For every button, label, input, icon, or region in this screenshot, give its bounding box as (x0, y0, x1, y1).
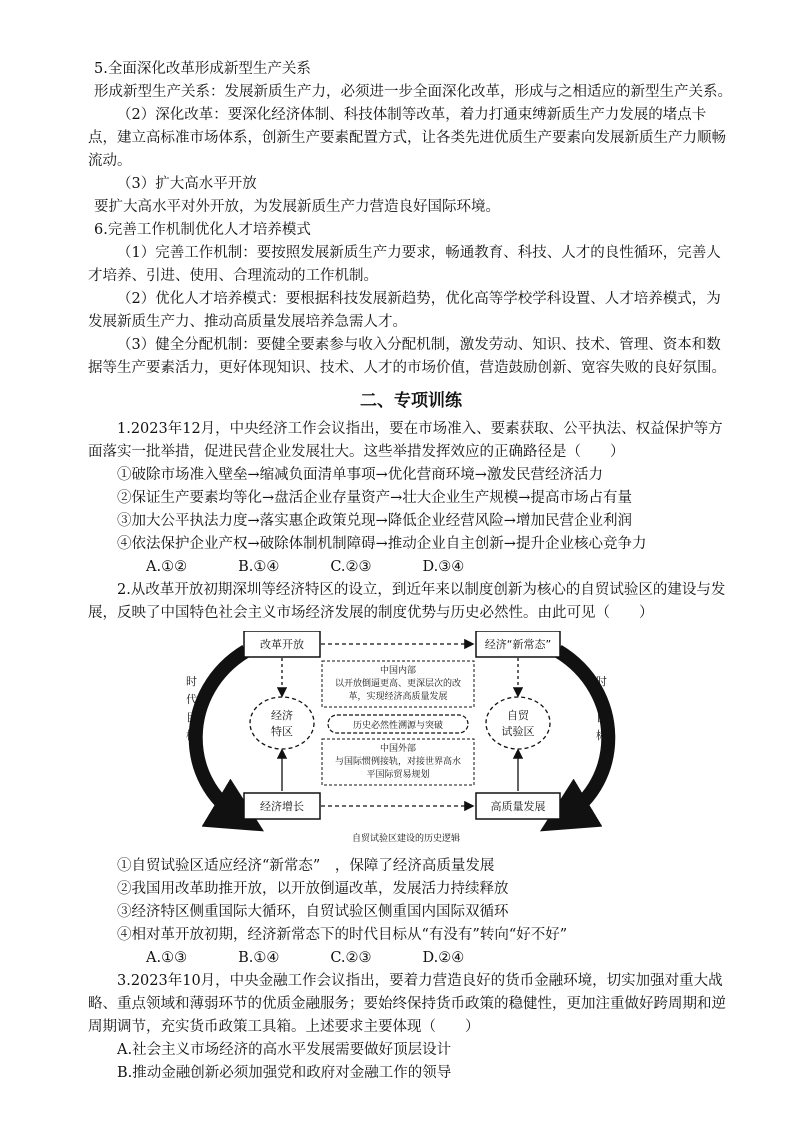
svg-text:代: 代 (186, 693, 197, 706)
section5-p3: （3）扩大高水平开放 (117, 176, 257, 192)
section6-p3: （3）健全分配机制：要健全要素参与收入分配机制，激发劳动、知识、技术、管理、资本和数据等生产要素活力，更好体现知识、技术、人才的市场价值，营造鼓励创新、宽容失败的良好氛围。 (88, 337, 726, 376)
section5-p4: 要扩大高水平对外开放，为发展新质生产力营造良好国际环境。 (94, 199, 500, 215)
svg-text:代: 代 (596, 693, 607, 706)
q2-choice-b: B.①④ (238, 950, 280, 966)
q1-choice-a: A.①② (146, 559, 188, 575)
section5-p1: 形成新型生产关系：发展新质生产力，必须进一步全面深化改革，形成与之相适应的新型生产关系。 (94, 84, 732, 100)
box-economic-growth-label: 经济增长 (260, 800, 304, 813)
box-reform-opening-label: 改革开放 (260, 638, 304, 651)
q3-option-b: B.推动金融创新必须加强党和政府对金融工作的领导 (117, 1065, 452, 1081)
q2-choice-c: C.②③ (330, 950, 372, 966)
section5-p2: （2）深化改革：要深化经济体制、科技体制等改革，着力打通束缚新质生产力发展的堵点卡点，建立高标准市场体系，创新生产要素配置方式，让各类先进优质生产要素向发展新质生产力顺畅流动。 (88, 107, 726, 169)
diagram-caption: 自贸试验区建设的历史逻辑 (351, 834, 461, 844)
q3-option-a: A.社会主义市场经济的高水平发展需要做好顶层设计 (117, 1042, 452, 1058)
q2-choice-a: A.①③ (146, 950, 188, 966)
section6-p1: （1）完善工作机制：要按照发展新质生产力要求，畅通教育、科技、人才的良性循环，完善人才培养、引进、使用、合理流动的工作机制。 (88, 245, 721, 284)
svg-text:自贸: 自贸 (507, 709, 529, 722)
q2-choices (88, 947, 734, 970)
q1-stem: 1.2023年12月，中央经济工作会议指出，要在市场准入、要素获取、公平执法、权益保护等方面落实一批举措，促进民营企业发展壮大。这些举措发挥效应的正确路径是（ ） (88, 421, 723, 460)
q2-diagram (88, 631, 734, 851)
box-high-quality-label: 高质量发展 (490, 800, 546, 813)
document-page (88, 58, 734, 1085)
svg-text:以开放倒逼更高、更深层次的改: 以开放倒逼更高、更深层次的改 (334, 679, 462, 689)
section6-p2: （2）优化人才培养模式：要根据科技发展新趋势，优化高等学校学科设置、人才培养模式，为发展新质生产力、推动高质量发展培养急需人才。 (88, 291, 721, 330)
svg-text:中国内部: 中国内部 (379, 666, 417, 676)
svg-text:时: 时 (596, 675, 607, 688)
svg-text:历史必然性溯源与突破: 历史必然性溯源与突破 (352, 721, 444, 731)
svg-text:平国际贸易规划: 平国际贸易规划 (366, 770, 430, 780)
q2-option-3: ③经济特区侧重国际大循环，自贸试验区侧重国内国际双循环 (117, 904, 509, 920)
svg-text:目: 目 (186, 711, 197, 724)
svg-text:革，实现经济高质量发展: 革，实现经济高质量发展 (348, 692, 448, 702)
section6-heading: 6.完善工作机制优化人才培养模式 (94, 222, 311, 238)
q1-option-1: ①破除市场准入壁垒→缩减负面清单事项→优化营商环境→激发民营经济活力 (117, 467, 603, 483)
svg-text:标: 标 (596, 729, 607, 742)
svg-text:试验区: 试验区 (501, 725, 535, 738)
box-new-normal-label: 经济“新常态” (484, 638, 552, 651)
svg-text:中国外部: 中国外部 (379, 744, 417, 754)
q2-option-1: ①自贸试验区适应经济“新常态” ，保障了经济高质量发展 (117, 858, 495, 874)
q1-choice-d: D.③④ (422, 559, 465, 575)
left-curved-arrow (196, 651, 246, 817)
q2-stem: 2.从改革开放初期深圳等经济特区的设立，到近年来以制度创新为核心的自贸试验区的建设与发展，反映了中国特色社会主义市场经济发展的制度优势与历史必然性。由此可见（ ） (88, 582, 726, 621)
q2-choice-d: D.②④ (422, 950, 465, 966)
svg-text:标: 标 (186, 729, 197, 742)
svg-text:与国际惯例接轨，对接世界高水: 与国际惯例接轨，对接世界高水 (334, 757, 462, 767)
q2-option-4: ④相对革开放初期，经济新常态下的时代目标从“有没有”转向“好不好” (117, 927, 568, 943)
q1-option-2: ②保证生产要素均等化→盘活企业存量资产→壮大企业生产规模→提高市场占有量 (117, 490, 632, 506)
history-logic-diagram (88, 631, 734, 851)
section-title: 二、专项训练 (360, 391, 462, 411)
q1-option-3: ③加大公平执法力度→落实惠企政策兑现→降低企业经营风险→增加民营企业利润 (117, 513, 632, 529)
q2-option-2: ②我国用改革助推开放，以开放倒逼改革，发展活力持续释放 (117, 881, 509, 897)
circle-sez (250, 697, 314, 749)
circle-ftz (486, 697, 550, 749)
svg-text:目: 目 (596, 711, 607, 724)
svg-text:特区: 特区 (271, 725, 293, 738)
q1-option-4: ④依法保护企业产权→破除体制机制障碍→推动企业自主创新→提升企业核心竞争力 (117, 536, 647, 552)
svg-text:时: 时 (186, 675, 197, 688)
svg-text:经济: 经济 (271, 709, 293, 722)
q1-choice-c: C.②③ (330, 559, 372, 575)
section5-heading: 5.全面深化改革形成新型生产关系 (94, 61, 311, 77)
q1-choice-b: B.①④ (238, 559, 280, 575)
q3-stem: 3.2023年10月，中央金融工作会议指出，要着力营造良好的货币金融环境，切实加强对重大战略、重点领域和薄弱环节的优质金融服务；要始终保持货币政策的稳健性，更加注重做好跨周期和逆周期调节，充实货币政策工具箱。上述要求主要体现（ ） (88, 973, 726, 1035)
q1-choices (88, 556, 734, 579)
